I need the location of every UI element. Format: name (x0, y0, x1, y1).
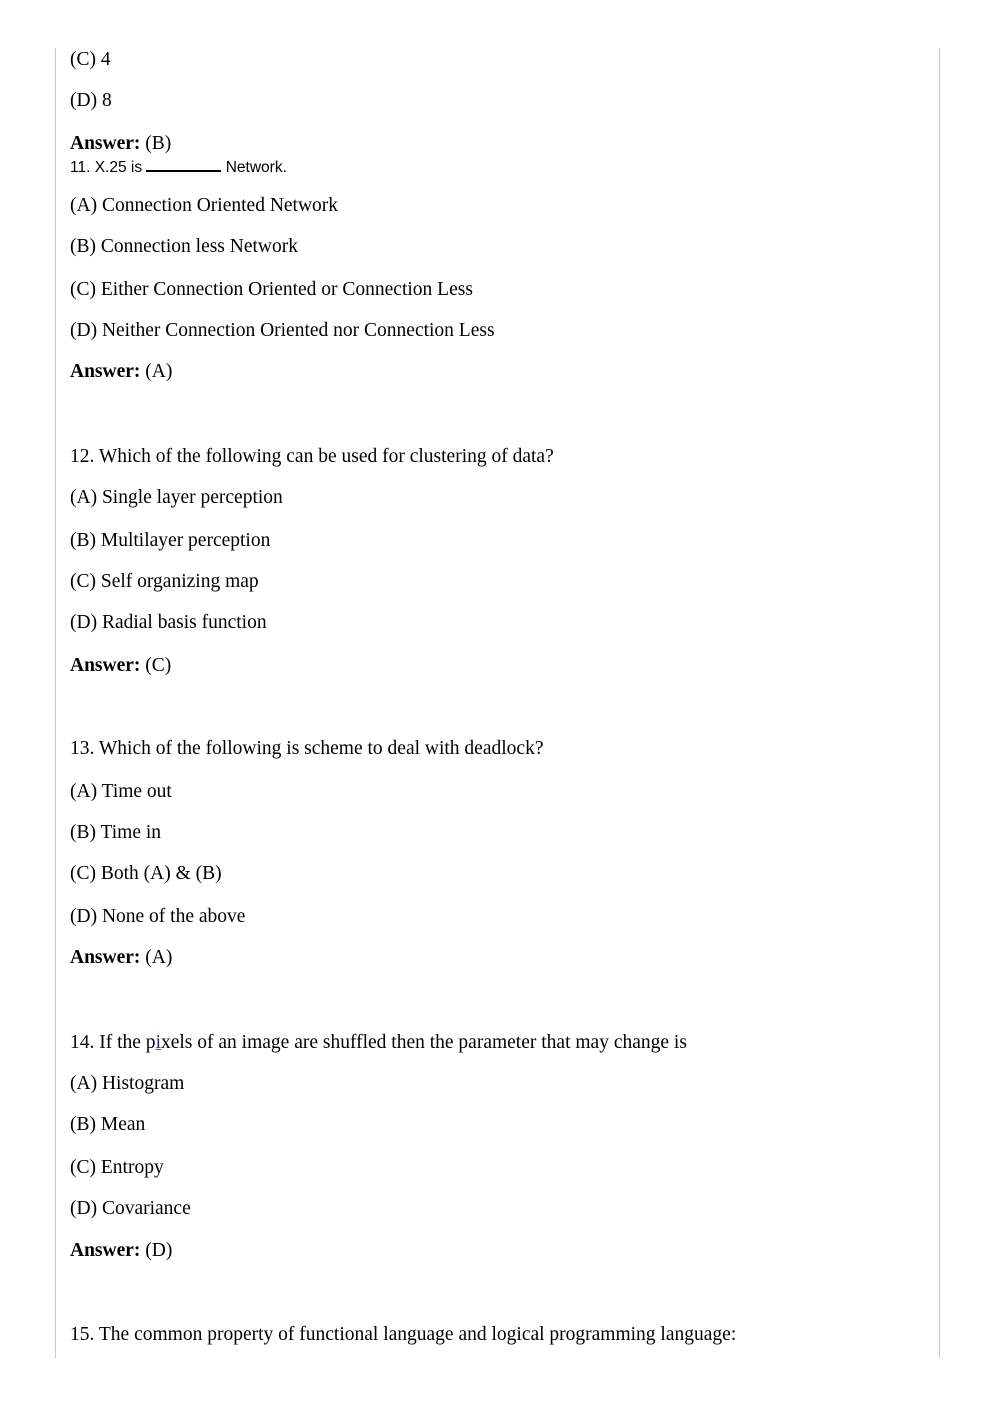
answer (70, 360, 172, 384)
option-a: (A) Connection Oriented Network (70, 195, 339, 216)
option-d: (D) None of the above (70, 906, 246, 927)
answer-value: (D) (145, 1240, 173, 1261)
question-text: 14. If the p (70, 1032, 156, 1053)
answer-value: (A) (145, 361, 173, 382)
right-margin-rule (939, 48, 940, 1358)
answer-label: Answer: (70, 133, 141, 154)
fill-blank (146, 156, 221, 172)
option-a: (A) Single layer perception (70, 487, 283, 508)
answer-label: Answer: (70, 1240, 141, 1261)
answer-value: (A) (145, 947, 173, 968)
answer (70, 946, 172, 970)
option-d: (D) Neither Connection Oriented nor Connection Less (70, 320, 495, 341)
option-c: (C) Entropy (70, 1157, 164, 1178)
option-a: (A) Time out (70, 781, 172, 802)
answer-label: Answer: (70, 361, 141, 382)
option-c: (C) Both (A) & (B) (70, 863, 222, 884)
answer (70, 654, 171, 678)
question-11 (70, 156, 287, 178)
question-15: 15. The common property of functional language and logical programming language: (70, 1324, 737, 1345)
answer (70, 1239, 172, 1263)
option-b: (B) Connection less Network (70, 236, 299, 257)
question-text: 11. X.25 is (70, 159, 143, 176)
option-c: (C) Self organizing map (70, 571, 259, 592)
option-a: (A) Histogram (70, 1073, 185, 1094)
option-b: (B) Multilayer perception (70, 530, 271, 551)
answer-value: (B) (145, 133, 172, 154)
answer (70, 132, 171, 156)
option-b: (B) Mean (70, 1114, 146, 1135)
question-13: 13. Which of the following is scheme to deal with deadlock? (70, 738, 544, 759)
option-c: (C) 4 (70, 49, 111, 70)
left-margin-rule (55, 48, 56, 1358)
option-b: (B) Time in (70, 822, 162, 843)
answer-label: Answer: (70, 947, 141, 968)
question-text-end: Network. (225, 159, 287, 176)
option-d: (D) 8 (70, 90, 112, 111)
question-text-end: xels of an image are shuffled then the parameter that may change is (160, 1032, 687, 1053)
option-d: (D) Covariance (70, 1198, 191, 1219)
spellcheck-mark: i (155, 1032, 161, 1053)
question-12: 12. Which of the following can be used for clustering of data? (70, 446, 554, 467)
option-d: (D) Radial basis function (70, 612, 267, 633)
answer-value: (C) (145, 655, 172, 676)
answer-label: Answer: (70, 655, 141, 676)
question-14 (70, 1031, 687, 1055)
option-c: (C) Either Connection Oriented or Connection Less (70, 279, 473, 300)
